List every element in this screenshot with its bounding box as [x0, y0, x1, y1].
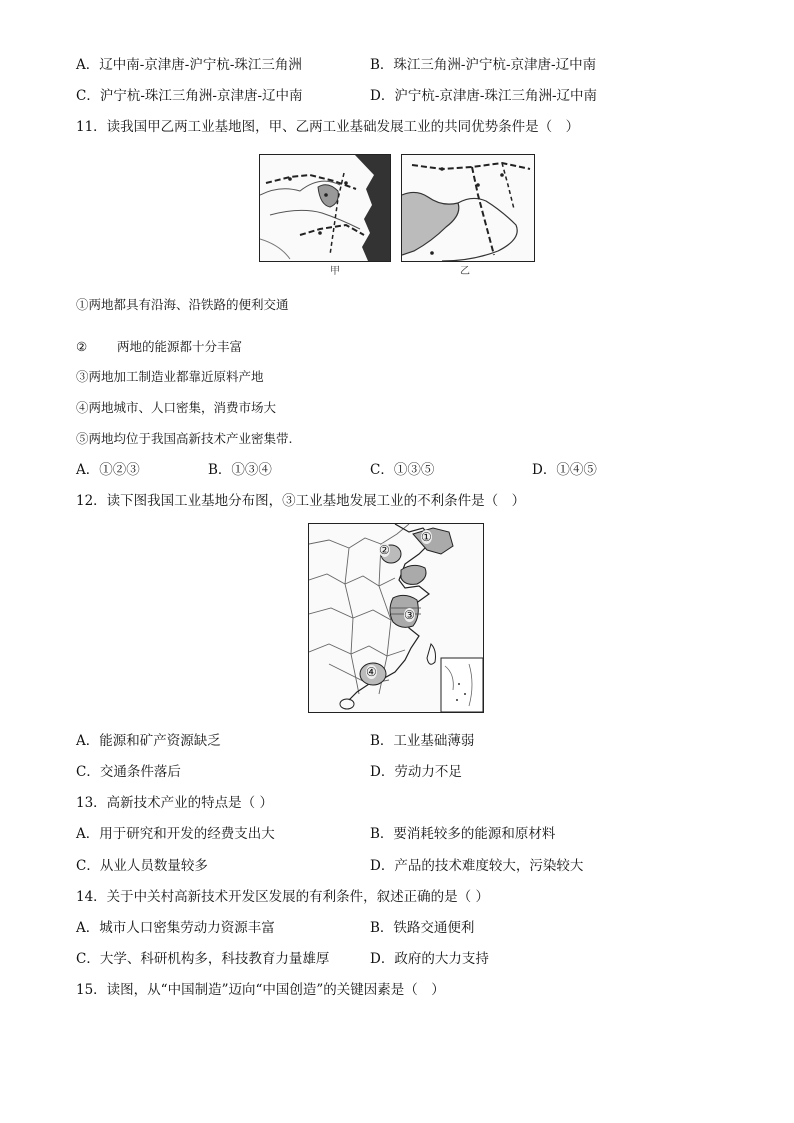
- q15-stem: 15．读图，从“中国制造”迈向“中国创造”的关键因素是（ ）: [76, 982, 445, 998]
- q12-option-d[interactable]: D．劳动力不足: [370, 764, 462, 780]
- q11-option-b[interactable]: B．①③④: [208, 462, 272, 478]
- q11-statement-4: ④两地城市、人口密集，消费市场大: [76, 400, 277, 415]
- q11-statement-2-text: 两地的能源都十分丰富: [117, 339, 243, 354]
- map-industrial-bases: [308, 523, 484, 713]
- q11-statement-2-number: ②: [76, 339, 88, 354]
- q11-option-d[interactable]: D．①④⑤: [532, 462, 597, 478]
- base-label-3: ③: [404, 608, 415, 622]
- industrial-bases-drawing: [309, 524, 483, 712]
- q11-option-a[interactable]: A．①②③: [76, 462, 140, 478]
- q11-statement-3: ③两地加工制造业都靠近原料产地: [76, 369, 264, 384]
- q14-option-c[interactable]: C．大学、科研机构多，科技教育力量雄厚: [76, 951, 330, 967]
- base-label-4: ④: [366, 665, 377, 679]
- map-yi-drawing: [402, 155, 534, 261]
- q13-option-c[interactable]: C．从业人员数量较多: [76, 858, 208, 874]
- base-label-2: ②: [379, 543, 390, 557]
- map-yi: [401, 154, 535, 262]
- map-jia-drawing: [260, 155, 390, 261]
- q11-option-c[interactable]: C．①③⑤: [370, 462, 435, 478]
- q12-option-a[interactable]: A．能源和矿产资源缺乏: [76, 733, 221, 749]
- q14-option-a[interactable]: A．城市人口密集劳动力资源丰富: [76, 920, 275, 936]
- q13-option-a[interactable]: A．用于研究和开发的经费支出大: [76, 826, 275, 842]
- q10-option-a[interactable]: A．辽中南-京津唐-沪宁杭-珠江三角洲: [76, 57, 302, 73]
- q10-option-d[interactable]: D．沪宁杭-京津唐-珠江三角洲-辽中南: [370, 88, 598, 104]
- map-jia: [259, 154, 391, 262]
- q11-statement-1: ①两地都具有沿海、沿铁路的便利交通: [76, 297, 289, 312]
- q13-stem: 13．高新技术产业的特点是（ ）: [76, 795, 273, 811]
- q11-statement-5: ⑤两地均位于我国高新技术产业密集带.: [76, 431, 293, 446]
- q14-option-b[interactable]: B．铁路交通便利: [370, 920, 475, 936]
- map-jia-caption: 甲: [330, 266, 340, 277]
- map-yi-caption: 乙: [460, 266, 470, 277]
- base-label-1: ①: [421, 530, 432, 544]
- q10-option-c[interactable]: C．沪宁杭-珠江三角洲-京津唐-辽中南: [76, 88, 303, 104]
- q14-option-d[interactable]: D．政府的大力支持: [370, 951, 489, 967]
- q12-option-b[interactable]: B．工业基础薄弱: [370, 733, 475, 749]
- q13-option-d[interactable]: D．产品的技术难度较大，污染较大: [370, 858, 584, 874]
- q13-option-b[interactable]: B．要消耗较多的能源和原材料: [370, 826, 556, 842]
- q12-option-c[interactable]: C．交通条件落后: [76, 764, 181, 780]
- q11-stem: 11．读我国甲乙两工业基地图，甲、乙两工业基础发展工业的共同优势条件是（ ）: [76, 119, 580, 135]
- q12-stem: 12．读下图我国工业基地分布图，③工业基地发展工业的不利条件是（ ）: [76, 493, 526, 509]
- q14-stem: 14．关于中关村高新技术开发区发展的有利条件，叙述正确的是（ ）: [76, 889, 489, 905]
- q10-option-b[interactable]: B．珠江三角洲-沪宁杭-京津唐-辽中南: [370, 57, 597, 73]
